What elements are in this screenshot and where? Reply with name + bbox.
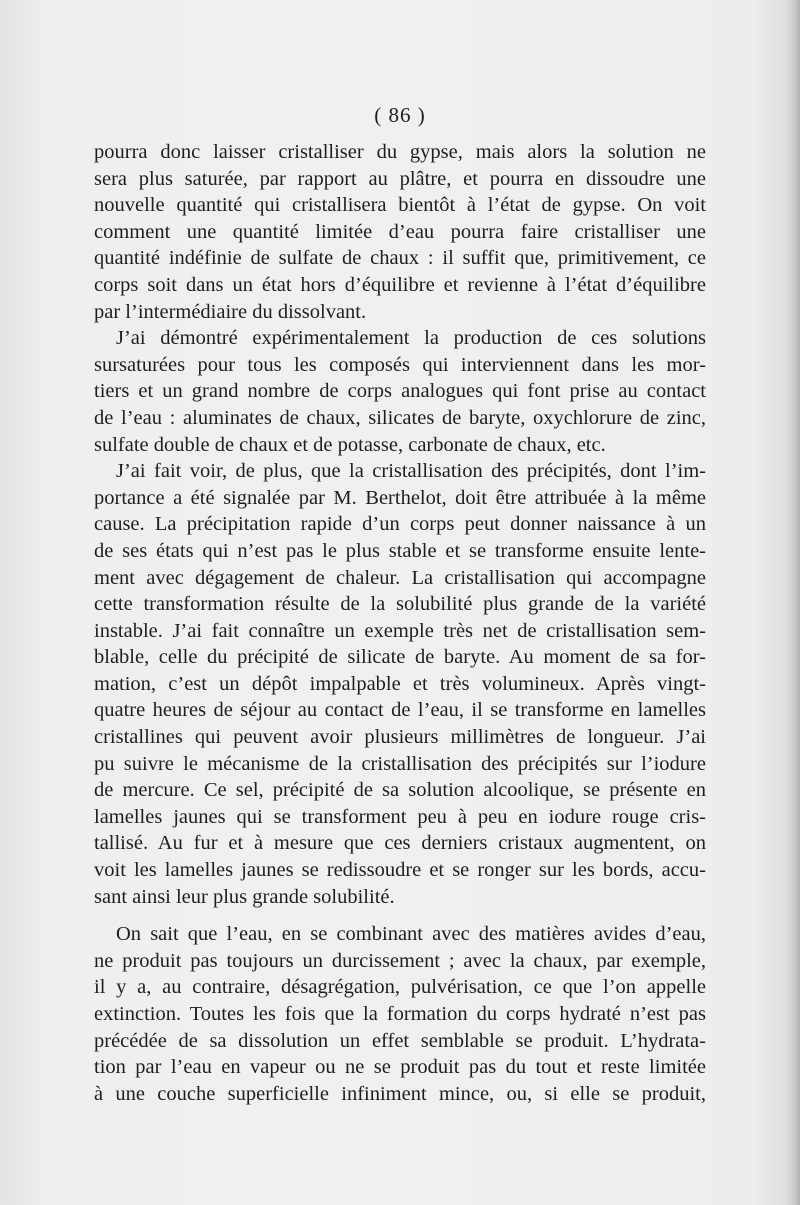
text-line: tiers et un grand nombre de corps analogues qui font prise au contact bbox=[94, 380, 706, 403]
text-line: sulfate double de chaux et de potasse, carbonate de chaux, etc. bbox=[94, 433, 606, 456]
text-line: instable. J’ai fait connaître un exemple très net de cristallisation sem- bbox=[94, 619, 706, 642]
text-line: sursaturées pour tous les composés qui interviennent dans les mor- bbox=[94, 353, 706, 376]
text-line: blable, celle du précipité de silicate de baryte. Au moment de sa for- bbox=[94, 646, 706, 669]
page-edge-shadow bbox=[786, 0, 800, 1205]
text-line: sant ainsi leur plus grande solubilité. bbox=[94, 885, 395, 908]
text-line: comment une quantité limitée d’eau pourra faire cristalliser une bbox=[94, 220, 706, 243]
text-line: pu suivre le mécanisme de la cristallisation des précipités sur l’iodure bbox=[94, 752, 706, 775]
text-line: ne produit pas toujours un durcissement ; avec la chaux, par exemple, bbox=[94, 949, 706, 972]
text-line: pourra donc laisser cristalliser du gypse, mais alors la solution ne bbox=[94, 141, 706, 163]
text-line: quatre heures de séjour au contact de l’eau, il se transforme en lamelles bbox=[94, 699, 706, 722]
text-line: de l’eau : aluminates de chaux, silicates de baryte, oxychlorure de zinc, bbox=[94, 406, 706, 429]
text-line: ment avec dégagement de chaleur. La cristallisation qui accompagne bbox=[94, 566, 706, 589]
text-line: corps soit dans un état hors d’équilibre et revienne à l’état d’équilibre bbox=[94, 273, 706, 296]
text-line: tion par l’eau en vapeur ou ne se produit pas du tout et reste limitée bbox=[94, 1056, 706, 1079]
page-number: ( 86 ) bbox=[374, 103, 426, 127]
paragraph-first-line: J’ai démontré expérimentalement la production de ces solutions bbox=[116, 327, 706, 350]
text-line: portance a été signalée par M. Berthelot, doit être attribuée à la même bbox=[94, 486, 706, 509]
text-line: tallisé. Au fur et à mesure que ces derniers cristaux augmentent, on bbox=[94, 832, 706, 855]
text-line: par l’intermédiaire du dissolvant. bbox=[94, 300, 367, 323]
text-line: cause. La précipitation rapide d’un corps peut donner naissance à un bbox=[94, 513, 706, 536]
text-line: mation, c’est un dépôt impalpable et très volumineux. Après vingt- bbox=[94, 672, 706, 695]
text-line: voit les lamelles jaunes se redissoudre et se ronger sur les bords, accu- bbox=[94, 859, 706, 882]
text-line: de ses états qui n’est pas le plus stable et se transforme ensuite lente- bbox=[94, 539, 706, 562]
body-text bbox=[94, 139, 706, 1107]
text-line: il y a, au contraire, désagrégation, pulvérisation, ce que l’on appelle bbox=[94, 976, 706, 999]
paragraph-first-line: J’ai fait voir, de plus, que la cristallisation des précipités, dont l’im- bbox=[116, 460, 706, 483]
text-line: lamelles jaunes qui se transforment peu à peu en iodure rouge cris- bbox=[94, 805, 706, 828]
text-line: cristallines qui peuvent avoir plusieurs millimètres de longueur. J’ai bbox=[94, 726, 706, 749]
text-line: quantité indéfinie de sulfate de chaux : il suffit que, primitivement, ce bbox=[94, 247, 706, 270]
text-line: extinction. Toutes les fois que la formation du corps hydraté n’est pas bbox=[94, 1003, 706, 1025]
paragraph-first-line: On sait que l’eau, en se combinant avec des matières avides d’eau, bbox=[116, 923, 706, 946]
text-line: de mercure. Ce sel, précipité de sa solution alcoolique, se présente en bbox=[94, 779, 706, 802]
text-line: précédée de sa dissolution un effet semblable se produit. L’hydrata- bbox=[94, 1029, 706, 1052]
text-line: sera plus saturée, par rapport au plâtre, et pourra en dissoudre une bbox=[94, 167, 706, 190]
text-line: cette transformation résulte de la solubilité plus grande de la variété bbox=[94, 593, 706, 616]
text-line: à une couche superficielle infiniment mince, ou, si elle se produit, bbox=[94, 1082, 706, 1105]
text-line: nouvelle quantité qui cristallisera bientôt à l’état de gypse. On voit bbox=[94, 194, 706, 217]
